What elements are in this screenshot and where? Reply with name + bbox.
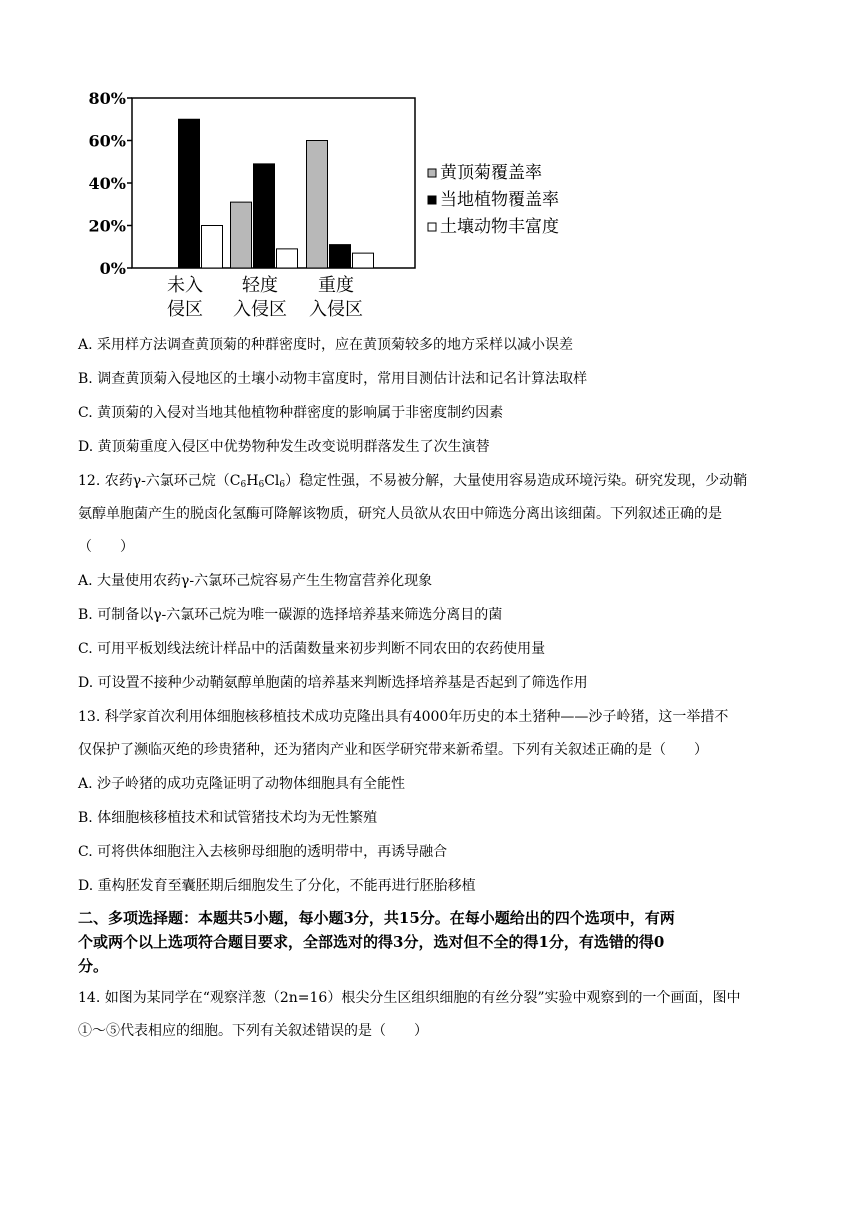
section-heading xyxy=(78,906,790,978)
section-heading-line1: 二、多项选择题：本题共5小题，每小题3分，共15分。在每小题给出的四个选项中，有两 xyxy=(78,909,675,927)
category-label: 重度 xyxy=(318,275,354,296)
q13-option-c: C. 可将供体细胞注入去核卵母细胞的透明带中，再诱导融合 xyxy=(78,844,448,860)
legend-label: 土壤动物丰富度 xyxy=(440,217,559,237)
bar xyxy=(277,249,298,268)
bar xyxy=(231,202,252,268)
y-tick-labels xyxy=(89,89,132,278)
category-labels xyxy=(167,275,363,320)
section-heading-line3: 分。 xyxy=(78,957,109,975)
q12-stem-line2: 氨醇单胞菌产生的脱卤化氢酶可降解该物质，研究人员欲从农田中筛选分离出该细菌。下列叙述正确的是 xyxy=(78,506,722,522)
q14-stem-line2: ①～⑤代表相应的细胞。下列有关叙述错误的是（ ） xyxy=(78,1023,428,1039)
q12-stem-text-a: 12. 农药γ-六氯环己烷（C xyxy=(78,473,241,489)
q13-stem-line1: 13. 科学家首次利用体细胞核移植技术成功克隆出具有4000年历史的本土猪种——沙子岭猪，这一举措不 xyxy=(78,709,729,725)
q12-option-b: B. 可制备以γ-六氯环己烷为唯一碳源的选择培养基来筛选分离目的菌 xyxy=(78,607,503,623)
formula-element: Cl xyxy=(264,473,280,489)
formula-subscript: 6 xyxy=(279,480,286,490)
formula-subscript: 6 xyxy=(240,480,247,490)
category-label: 入侵区 xyxy=(309,299,363,320)
y-tick-label: 0% xyxy=(99,259,126,278)
bar xyxy=(254,164,275,268)
bar-chart xyxy=(70,80,590,330)
q13-option-a: A. 沙子岭猪的成功克隆证明了动物体细胞具有全能性 xyxy=(78,776,406,792)
category-label: 侵区 xyxy=(167,299,203,320)
q11-option-c: C. 黄顶菊的入侵对当地其他植物种群密度的影响属于非密度制约因素 xyxy=(78,405,504,421)
q12-option-a: A. 大量使用农药γ-六氯环己烷容易产生生物富营养化现象 xyxy=(78,573,433,589)
bar xyxy=(179,119,200,268)
q12-option-d: D. 可设置不接种少动鞘氨醇单胞菌的培养基来判断选择培养基是否起到了筛选作用 xyxy=(78,675,588,691)
q12-option-c: C. 可用平板划线法统计样品中的活菌数量来初步判断不同农田的农药使用量 xyxy=(78,641,546,657)
bar xyxy=(353,253,374,268)
legend-swatch xyxy=(428,223,436,231)
q11-option-b: B. 调查黄顶菊入侵地区的土壤小动物丰富度时，常用目测估计法和记名计算法取样 xyxy=(78,371,588,387)
bar xyxy=(202,226,223,269)
q13-stem-line2: 仅保护了濒临灭绝的珍贵猪种，还为猪肉产业和医学研究带来新希望。下列有关叙述正确的是（ ） xyxy=(78,742,708,758)
q12-stem-line1 xyxy=(78,471,790,495)
legend-swatch xyxy=(428,169,436,177)
q11-option-a: A. 采用样方法调查黄顶菊的种群密度时，应在黄顶菊较多的地方采样以减小误差 xyxy=(78,337,574,353)
category-label: 轻度 xyxy=(242,275,278,296)
category-label: 入侵区 xyxy=(233,299,287,320)
category-label: 未入 xyxy=(167,275,203,296)
formula-element: H xyxy=(246,473,259,489)
q14-stem-line1: 14. 如图为某同学在“观察洋葱（2n=16）根尖分生区组织细胞的有丝分裂”实验中观察到的一个画面，图中 xyxy=(78,990,741,1006)
q13-option-b: B. 体细胞核移植技术和试管猪技术均为无性繁殖 xyxy=(78,810,378,826)
y-tick-label: 20% xyxy=(88,216,126,236)
q13-option-d: D. 重构胚发育至囊胚期后细胞发生了分化，不能再进行胚胎移植 xyxy=(78,878,476,894)
y-tick-label: 40% xyxy=(88,174,126,193)
bar xyxy=(307,141,328,269)
q11-option-d: D. 黄顶菊重度入侵区中优势物种发生改变说明群落发生了次生演替 xyxy=(78,439,490,455)
formula-subscript: 6 xyxy=(258,480,265,490)
chart-bars xyxy=(179,119,374,268)
section-heading-line2: 个或两个以上选项符合题目要求，全部选对的得3分，选对但不全的得1分，有选错的得0 xyxy=(78,933,665,951)
y-tick-label: 60% xyxy=(88,131,126,151)
chart-legend xyxy=(428,163,559,237)
legend-swatch xyxy=(428,196,436,204)
legend-label: 当地植物覆盖率 xyxy=(440,190,559,210)
q12-stem-line3: （ ） xyxy=(78,539,134,555)
bar xyxy=(330,245,351,268)
y-tick-label: 80% xyxy=(88,89,126,108)
q12-stem-text-b: ）稳定性强，不易被分解，大量使用容易造成环境污染。研究发现，少动鞘 xyxy=(285,473,748,489)
legend-label: 黄顶菊覆盖率 xyxy=(440,163,542,183)
